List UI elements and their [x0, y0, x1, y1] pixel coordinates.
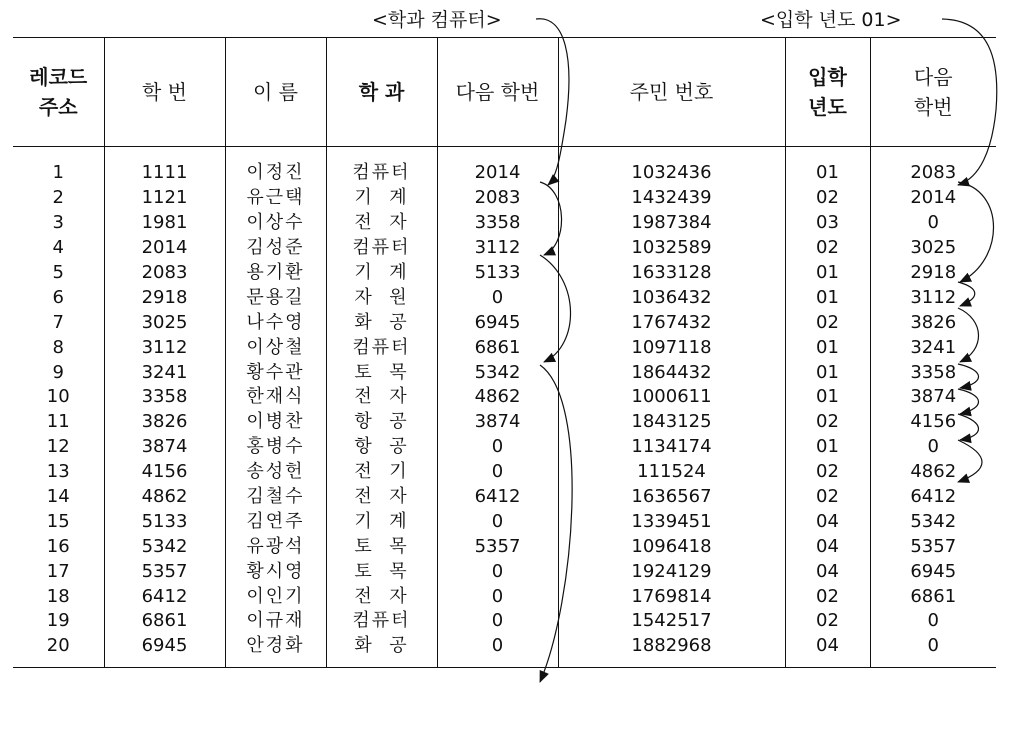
admission-year-cell: 02: [785, 460, 870, 485]
next-id-by-year-cell: 3025: [910, 237, 957, 259]
next-id-cell: 3112: [437, 236, 558, 261]
student-id-cell: 2014: [104, 236, 225, 261]
dept-cell: 전 기: [326, 460, 437, 485]
student-id-cell: 1121: [104, 186, 225, 211]
name-cell: 이정진: [225, 147, 326, 186]
table-row: [13, 285, 996, 310]
name-cell: 용기환: [225, 261, 326, 286]
admission-year-cell: 04: [785, 509, 870, 534]
student-records-table: [13, 37, 996, 668]
resident-number-cell: 1636567: [558, 485, 785, 510]
dept-cell: 전 자: [326, 211, 437, 236]
record-address-cell: 13: [13, 460, 104, 485]
student-id-cell: 6945: [104, 634, 225, 667]
table-row: [13, 360, 996, 385]
record-address-cell: 19: [13, 609, 104, 634]
admission-year-cell: 01: [785, 147, 870, 186]
year-chain-label: <입학 년도 01>: [760, 9, 902, 31]
name-cell: 이병찬: [225, 410, 326, 435]
record-address-cell: 10: [13, 385, 104, 410]
admission-year-cell: 02: [785, 236, 870, 261]
record-address-cell: 5: [13, 261, 104, 286]
record-address-cell: 15: [13, 509, 104, 534]
record-address-cell: 1: [13, 147, 104, 186]
next-id-cell: 6945: [437, 310, 558, 335]
admission-year-cell: 01: [785, 335, 870, 360]
admission-year-cell: 03: [785, 211, 870, 236]
admission-year-cell: 02: [785, 584, 870, 609]
admission-year-cell: 02: [785, 485, 870, 510]
student-id-cell: 2918: [104, 285, 225, 310]
column-header: 다음 학번: [870, 38, 996, 147]
table-row: [13, 186, 996, 211]
next-id-cell: 0: [437, 435, 558, 460]
admission-year-cell: 02: [785, 310, 870, 335]
column-header: 주민 번호: [558, 38, 785, 147]
dept-cell: 전 자: [326, 584, 437, 609]
column-header: 레코드 주소: [13, 38, 104, 147]
table-row: [13, 211, 996, 236]
record-address-cell: 9: [13, 360, 104, 385]
dept-cell: 토 목: [326, 559, 437, 584]
record-address-cell: 12: [13, 435, 104, 460]
record-address-cell: 17: [13, 559, 104, 584]
dept-cell: 컴퓨터: [326, 335, 437, 360]
student-id-cell: 4862: [104, 485, 225, 510]
dept-cell: 컴퓨터: [326, 236, 437, 261]
next-id-cell: 0: [437, 609, 558, 634]
resident-number-cell: 1882968: [558, 634, 785, 667]
table-row: [13, 509, 996, 534]
table-row: [13, 559, 996, 584]
record-address-cell: 4: [13, 236, 104, 261]
student-id-cell: 6861: [104, 609, 225, 634]
dept-cell: 컴퓨터: [326, 147, 437, 186]
record-address-cell: 18: [13, 584, 104, 609]
name-cell: 이규재: [225, 609, 326, 634]
name-cell: 송성헌: [225, 460, 326, 485]
resident-number-cell: 1987384: [558, 211, 785, 236]
record-address-cell: 6: [13, 285, 104, 310]
next-id-by-year-cell: 6412: [910, 486, 957, 508]
table-row: [13, 310, 996, 335]
name-cell: 황시영: [225, 559, 326, 584]
dept-cell: 전 자: [326, 485, 437, 510]
student-id-cell: 2083: [104, 261, 225, 286]
record-address-cell: 8: [13, 335, 104, 360]
next-id-by-year-cell: 4862: [910, 461, 957, 483]
dept-cell: 토 목: [326, 534, 437, 559]
name-cell: 나수영: [225, 310, 326, 335]
admission-year-cell: 04: [785, 634, 870, 667]
table-row: [13, 236, 996, 261]
name-cell: 김성준: [225, 236, 326, 261]
resident-number-cell: 1000611: [558, 385, 785, 410]
student-id-cell: 5342: [104, 534, 225, 559]
name-cell: 유근택: [225, 186, 326, 211]
record-address-cell: 3: [13, 211, 104, 236]
next-id-cell: 0: [437, 285, 558, 310]
resident-number-cell: 1767432: [558, 310, 785, 335]
dept-cell: 토 목: [326, 360, 437, 385]
dept-cell: 항 공: [326, 435, 437, 460]
student-id-cell: 5357: [104, 559, 225, 584]
next-id-cell: 0: [437, 634, 558, 667]
name-cell: 유광석: [225, 534, 326, 559]
next-id-by-year-cell: 2083: [910, 162, 957, 184]
dept-cell: 기 계: [326, 261, 437, 286]
next-id-cell: 0: [437, 584, 558, 609]
resident-number-cell: 1096418: [558, 534, 785, 559]
dept-cell: 기 계: [326, 186, 437, 211]
next-id-cell: 5133: [437, 261, 558, 286]
admission-year-cell: 01: [785, 435, 870, 460]
resident-number-cell: 1769814: [558, 584, 785, 609]
name-cell: 김연주: [225, 509, 326, 534]
name-cell: 김철수: [225, 485, 326, 510]
admission-year-cell: 02: [785, 609, 870, 634]
student-id-cell: 6412: [104, 584, 225, 609]
name-cell: 황수관: [225, 360, 326, 385]
next-id-by-year-cell: 0: [927, 436, 939, 458]
next-id-by-year-cell: 6861: [910, 585, 957, 607]
record-address-cell: 2: [13, 186, 104, 211]
next-id-by-year-cell: 3358: [910, 361, 957, 383]
resident-number-cell: 1924129: [558, 559, 785, 584]
table-row: [13, 261, 996, 286]
table-row: [13, 634, 996, 667]
resident-number-cell: 1843125: [558, 410, 785, 435]
next-id-by-year-cell: 3874: [910, 386, 957, 408]
next-id-cell: 2014: [437, 147, 558, 186]
admission-year-cell: 01: [785, 261, 870, 286]
column-header: 이 름: [225, 38, 326, 147]
name-cell: 이상수: [225, 211, 326, 236]
name-cell: 이인기: [225, 584, 326, 609]
resident-number-cell: 1542517: [558, 609, 785, 634]
name-cell: 문용길: [225, 285, 326, 310]
next-id-cell: 0: [437, 509, 558, 534]
resident-number-cell: 1097118: [558, 335, 785, 360]
dept-cell: 기 계: [326, 509, 437, 534]
dept-cell: 컴퓨터: [326, 609, 437, 634]
resident-number-cell: 1032589: [558, 236, 785, 261]
resident-number-cell: 1032436: [558, 147, 785, 186]
resident-number-cell: 1864432: [558, 360, 785, 385]
next-id-cell: 3874: [437, 410, 558, 435]
table-row: [13, 460, 996, 485]
table-row: [13, 485, 996, 510]
record-address-cell: 11: [13, 410, 104, 435]
dept-cell: 항 공: [326, 410, 437, 435]
student-id-cell: 3241: [104, 360, 225, 385]
resident-number-cell: 1134174: [558, 435, 785, 460]
next-id-cell: 0: [437, 460, 558, 485]
dept-cell: 전 자: [326, 385, 437, 410]
column-header: 다음 학번: [437, 38, 558, 147]
next-id-by-year-cell: 2014: [910, 187, 957, 209]
table-row: [13, 147, 996, 186]
next-id-cell: 0: [437, 559, 558, 584]
next-id-cell: 4862: [437, 385, 558, 410]
admission-year-cell: 02: [785, 410, 870, 435]
dept-cell: 화 공: [326, 310, 437, 335]
next-id-by-year-cell: 2918: [910, 262, 957, 283]
student-id-cell: 3826: [104, 410, 225, 435]
admission-year-cell: 01: [785, 360, 870, 385]
student-id-cell: 3874: [104, 435, 225, 460]
table-row: [13, 609, 996, 634]
resident-number-cell: 1633128: [558, 261, 785, 286]
next-id-by-year-cell: 0: [927, 212, 939, 234]
record-address-cell: 20: [13, 634, 104, 667]
next-id-by-year-cell: 6945: [910, 560, 957, 582]
student-id-cell: 3112: [104, 335, 225, 360]
name-cell: 한재식: [225, 385, 326, 410]
resident-number-cell: 1432439: [558, 186, 785, 211]
table-row: [13, 435, 996, 460]
admission-year-cell: 02: [785, 186, 870, 211]
student-id-cell: 1981: [104, 211, 225, 236]
next-id-by-year-cell: 3826: [910, 311, 957, 333]
next-id-by-year-cell: 5357: [910, 535, 957, 557]
student-id-cell: 3025: [104, 310, 225, 335]
next-id-cell: 2083: [437, 186, 558, 211]
dept-chain-label: <학과 컴퓨터>: [372, 9, 502, 31]
next-id-by-year-cell: 5342: [910, 510, 957, 532]
table-row: [13, 584, 996, 609]
student-id-cell: 4156: [104, 460, 225, 485]
admission-year-cell: 04: [785, 559, 870, 584]
admission-year-cell: 01: [785, 285, 870, 310]
record-address-cell: 14: [13, 485, 104, 510]
next-id-cell: 5357: [437, 534, 558, 559]
name-cell: 안경화: [225, 634, 326, 667]
table-body: [13, 147, 996, 668]
name-cell: 이상철: [225, 335, 326, 360]
next-id-by-year-cell: 3112: [910, 286, 957, 308]
next-id-by-year-cell: 0: [927, 610, 939, 632]
next-id-by-year-cell: 3241: [910, 336, 957, 358]
table-row: [13, 534, 996, 559]
admission-year-cell: 04: [785, 534, 870, 559]
next-id-cell: 5342: [437, 360, 558, 385]
table-row: [13, 410, 996, 435]
resident-number-cell: 111524: [558, 460, 785, 485]
student-id-cell: 5133: [104, 509, 225, 534]
student-id-cell: 1111: [104, 147, 225, 186]
table-row: [13, 385, 996, 410]
next-id-cell: 6861: [437, 335, 558, 360]
name-cell: 홍병수: [225, 435, 326, 460]
next-id-cell: 3358: [437, 211, 558, 236]
column-header: 학 과: [326, 38, 437, 147]
dept-cell: 자 원: [326, 285, 437, 310]
header-row: [13, 38, 996, 147]
record-address-cell: 16: [13, 534, 104, 559]
table-row: [13, 335, 996, 360]
resident-number-cell: 1339451: [558, 509, 785, 534]
next-id-by-year-cell: 0: [927, 635, 939, 657]
column-header: 학 번: [104, 38, 225, 147]
admission-year-cell: 01: [785, 385, 870, 410]
resident-number-cell: 1036432: [558, 285, 785, 310]
record-address-cell: 7: [13, 310, 104, 335]
dept-cell: 화 공: [326, 634, 437, 667]
column-header: 입학 년도: [785, 38, 870, 147]
next-id-by-year-cell: 4156: [910, 411, 957, 433]
next-id-cell: 6412: [437, 485, 558, 510]
student-id-cell: 3358: [104, 385, 225, 410]
